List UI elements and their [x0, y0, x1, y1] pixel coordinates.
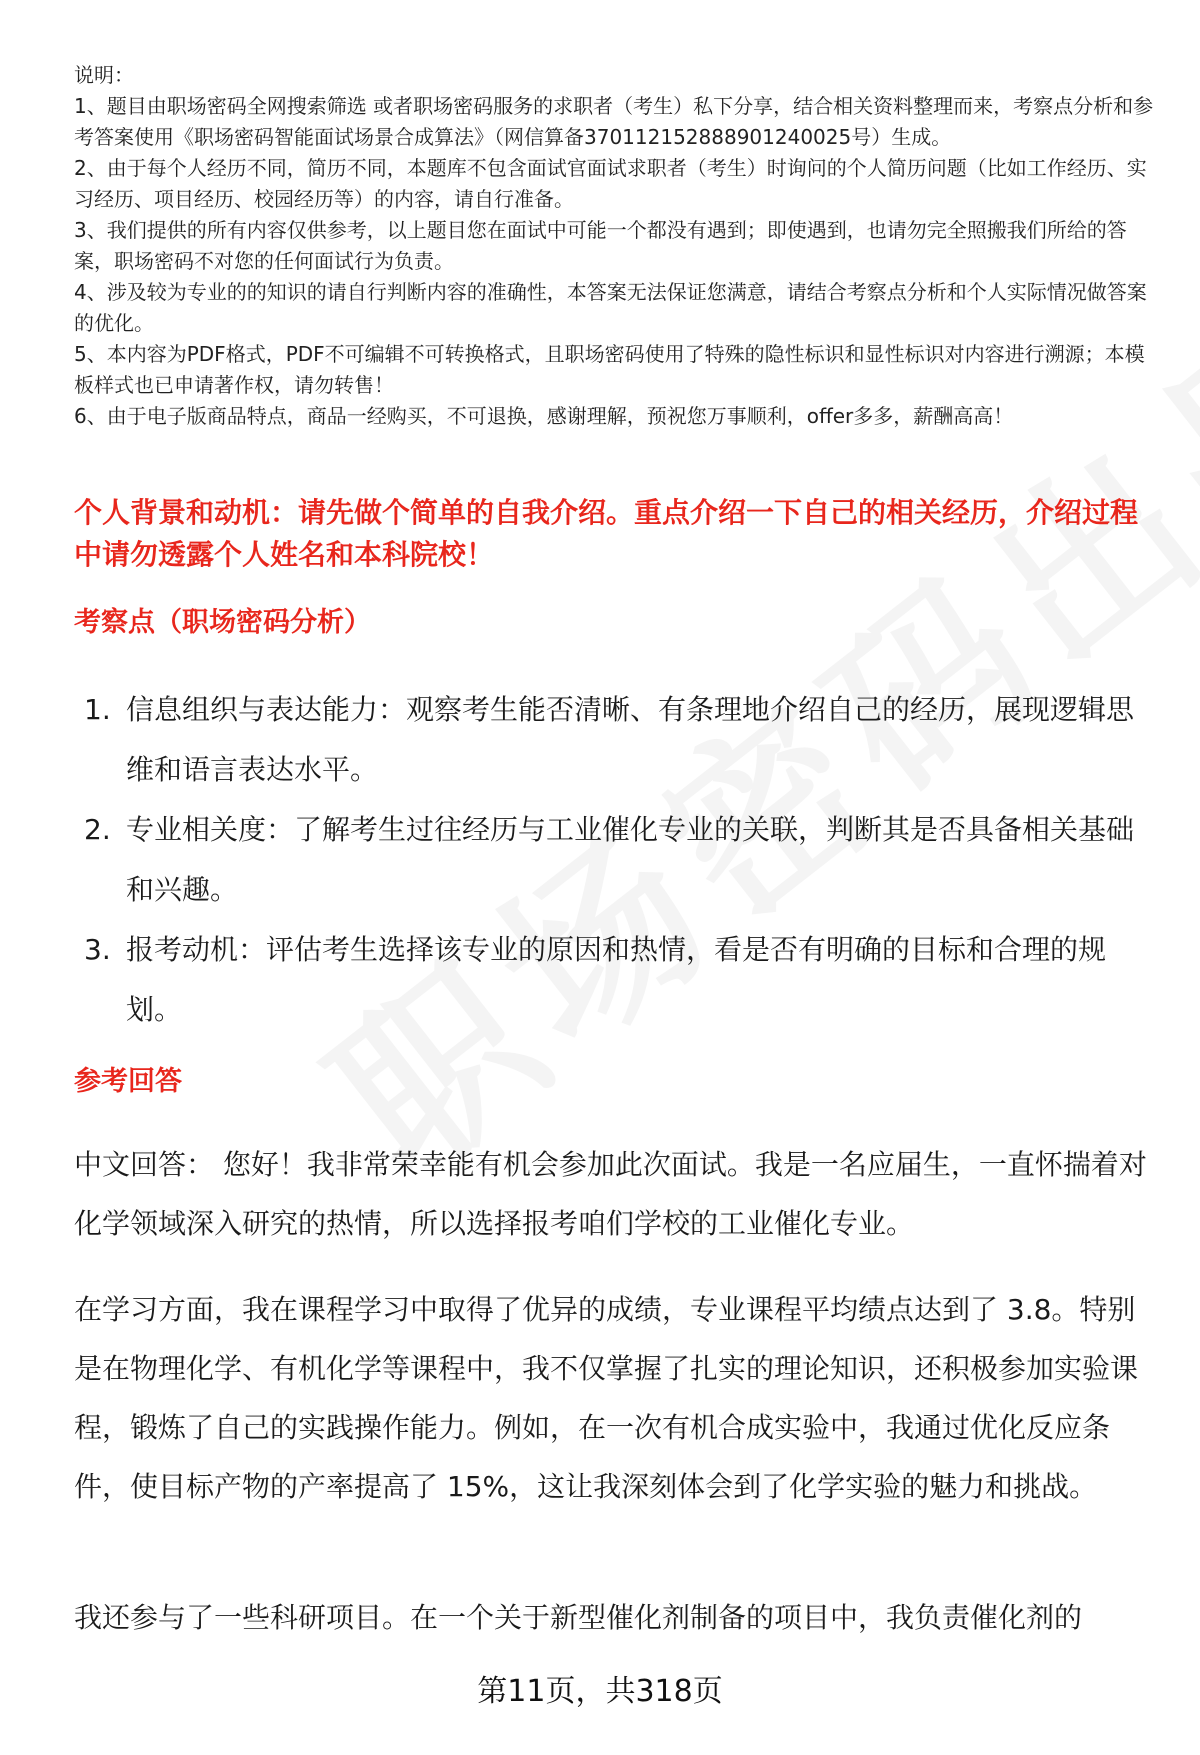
note-item: 2、由于每个人经历不同，简历不同，本题库不包含面试官面试求职者（考生）时询问的个人简历问题（比如工作经历、实习经历、项目经历、校园经历等）的内容，请自行准备。	[74, 156, 1147, 211]
analysis-title: 考察点（职场密码分析）	[74, 607, 371, 638]
notes-heading: 说明：	[74, 63, 134, 87]
note-item: 5、本内容为PDF格式，PDF不可编辑不可转换格式，且职场密码使用了特殊的隐性标识和显性标识对内容进行溯源；本模板样式也已申请著作权，请勿转售！	[74, 342, 1145, 397]
point-text: 报考动机：评估考生选择该专业的原因和热情，看是否有明确的目标和合理的规划。	[126, 933, 1107, 1026]
note-item: 3、我们提供的所有内容仅供参考，以上题目您在面试中可能一个都没有遇到；即使遇到，也请勿完全照搬我们所给的答案，职场密码不对您的任何面试行为负责。	[74, 218, 1127, 273]
page-number: 第11页，共318页	[477, 1674, 723, 1709]
reference-title: 参考回答	[74, 1066, 182, 1097]
point-number: 1.	[84, 693, 111, 726]
note-item: 6、由于电子版商品特点，商品一经购买，不可退换，感谢理解，预祝您万事顺利，offer多多，薪酬高高！	[74, 404, 1014, 428]
analysis-points	[74, 680, 1154, 1040]
interview-question: 个人背景和动机：请先做个简单的自我介绍。重点介绍一下自己的相关经历，介绍过程中请勿透露个人姓名和本科院校！	[74, 496, 1139, 571]
answer-paragraph: 在学习方面，我在课程学习中取得了优异的成绩，专业课程平均绩点达到了 3.8。特别是在物理化学、有机化学等课程中，我不仅掌握了扎实的理论知识，还积极参加实验课程，锻炼了自己的实践操作能力。例如，在一次有机合成实验中，我通过优化反应条件，使目标产物的产率提高了 15%，这让我深刻体会到了化学实验的魅力和挑战。	[74, 1293, 1139, 1503]
analysis-point	[74, 920, 1154, 1040]
point-text: 专业相关度：了解考生过往经历与工业催化专业的关联，判断其是否具备相关基础和兴趣。	[126, 813, 1135, 906]
notes-section	[74, 60, 1154, 432]
note-item: 4、涉及较为专业的的知识的请自行判断内容的准确性，本答案无法保证您满意，请结合考察点分析和个人实际情况做答案的优化。	[74, 280, 1147, 335]
analysis-point	[74, 800, 1154, 920]
point-number: 3.	[84, 933, 111, 966]
point-number: 2.	[84, 813, 111, 846]
note-item: 1、题目由职场密码全网搜索筛选 或者职场密码服务的求职者（考生）私下分享，结合相关资料整理而来，考察点分析和参考答案使用《职场密码智能面试场景合成算法》（网信算备370112152888901240025号）生成。	[74, 94, 1154, 149]
analysis-point	[74, 680, 1154, 800]
point-text: 信息组织与表达能力：观察考生能否清晰、有条理地介绍自己的经历，展现逻辑思维和语言表达水平。	[126, 693, 1135, 786]
answer-paragraph: 中文回答： 您好！我非常荣幸能有机会参加此次面试。我是一名应届生，一直怀揣着对化学领域深入研究的热情，所以选择报考咱们学校的工业催化专业。	[74, 1148, 1147, 1240]
answer-paragraph: 我还参与了一些科研项目。在一个关于新型催化剂制备的项目中，我负责催化剂的	[74, 1601, 1083, 1634]
